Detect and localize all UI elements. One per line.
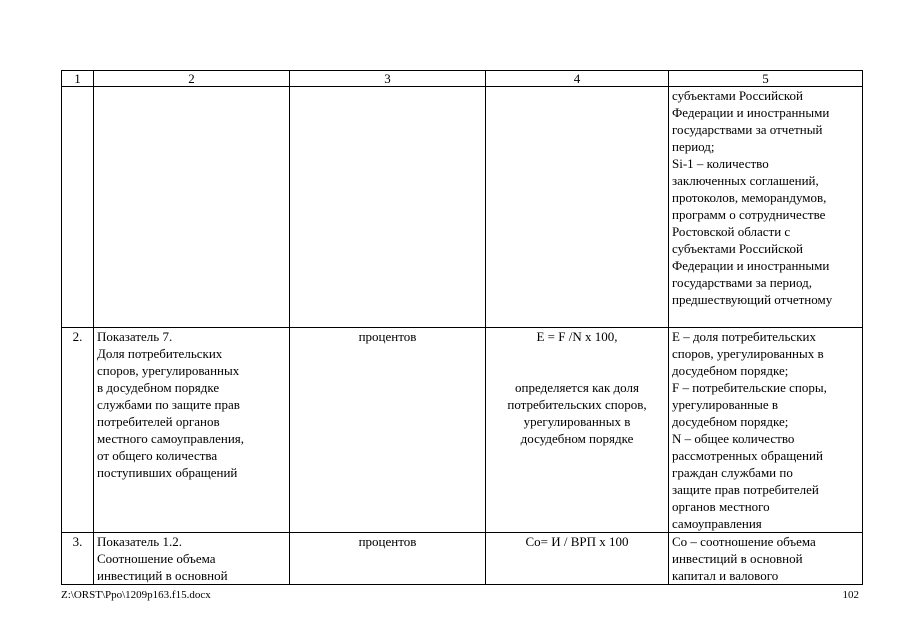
formula-cell <box>486 533 669 585</box>
description-line: Ростовской области с <box>672 224 791 239</box>
table-row <box>62 87 863 328</box>
formula-note-line: потребительских споров, <box>507 397 647 412</box>
formula-note-line: определяется как доля <box>515 380 639 395</box>
description-line: субъектами Российской <box>672 88 803 103</box>
description-line: Со – соотношение объема <box>672 534 816 549</box>
row-number: 2. <box>62 328 94 533</box>
indicator-line: инвестиций в основной <box>97 568 228 583</box>
description-line: урегулированные в <box>672 397 779 412</box>
indicator-line: Доля потребительских <box>97 346 223 361</box>
description-line: субъектами Российской <box>672 241 803 256</box>
indicator-line: от общего количества <box>97 448 218 463</box>
description-cell <box>669 328 863 533</box>
table-row <box>62 533 863 585</box>
table-row <box>62 328 863 533</box>
description-line: F – потребительские споры, <box>672 380 827 395</box>
indicator-line: службами по защите прав <box>97 397 240 412</box>
indicator-cell <box>94 328 290 533</box>
indicator-line: потребителей органов <box>97 414 220 429</box>
indicator-line: Показатель 1.2. <box>97 534 182 549</box>
formula-cell <box>486 328 669 533</box>
formula-line: Со= И / ВРП х 100 <box>525 534 629 549</box>
description-line: программ о сотрудничестве <box>672 207 826 222</box>
description-line: государствами за отчетный <box>672 122 823 137</box>
description-line: Федерации и иностранными <box>672 258 830 273</box>
unit-cell: процентов <box>290 533 486 585</box>
description-line: органов местного <box>672 499 770 514</box>
description-line: государствами за период, <box>672 275 812 290</box>
file-path-footer: Z:\ORST\Ppo\1209p163.f15.docx <box>61 589 211 601</box>
header-cell: 5 <box>669 71 863 87</box>
indicator-cell <box>94 87 290 328</box>
formula-gap <box>489 345 665 379</box>
header-cell: 2 <box>94 71 290 87</box>
description-line: Федерации и иностранными <box>672 105 830 120</box>
indicators-table <box>61 70 863 585</box>
header-cell: 3 <box>290 71 486 87</box>
description-line: Si-1 – количество <box>672 156 769 171</box>
header-cell: 1 <box>62 71 94 87</box>
indicator-line: споров, урегулированных <box>97 363 240 378</box>
description-line: E – доля потребительских <box>672 329 816 344</box>
description-line: граждан службами по <box>672 465 793 480</box>
description-line: защите прав потребителей <box>672 482 819 497</box>
formula-cell <box>486 87 669 328</box>
indicator-line: Соотношение объема <box>97 551 216 566</box>
description-line: досудебном порядке; <box>672 414 789 429</box>
indicator-cell <box>94 533 290 585</box>
header-cell: 4 <box>486 71 669 87</box>
description-cell <box>669 533 863 585</box>
indicator-line: местного самоуправления, <box>97 431 245 446</box>
description-line: N – общее количество <box>672 431 795 446</box>
description-line: период; <box>672 139 715 154</box>
page-number: 102 <box>842 589 859 601</box>
formula-note-line: урегулированных в <box>523 414 631 429</box>
formula-line: E = F /N x 100, <box>536 329 618 344</box>
formula-note-line: досудебном порядке <box>520 431 634 446</box>
indicator-line: Показатель 7. <box>97 329 173 344</box>
unit-cell <box>290 87 486 328</box>
unit-cell: процентов <box>290 328 486 533</box>
indicator-line: в досудебном порядке <box>97 380 220 395</box>
description-line: заключенных соглашений, <box>672 173 819 188</box>
row-number <box>62 87 94 328</box>
description-line: инвестиций в основной <box>672 551 803 566</box>
description-line: протоколов, меморандумов, <box>672 190 827 205</box>
description-line: предшествующий отчетному <box>672 292 833 307</box>
description-line: рассмотренных обращений <box>672 448 823 463</box>
description-cell <box>669 87 863 328</box>
row-number: 3. <box>62 533 94 585</box>
description-line: самоуправления <box>672 516 762 531</box>
description-line: досудебном порядке; <box>672 363 789 378</box>
description-line: капитал и валового <box>672 568 779 583</box>
table-header-row <box>62 71 863 87</box>
indicator-line: поступивших обращений <box>97 465 238 480</box>
description-line: споров, урегулированных в <box>672 346 824 361</box>
